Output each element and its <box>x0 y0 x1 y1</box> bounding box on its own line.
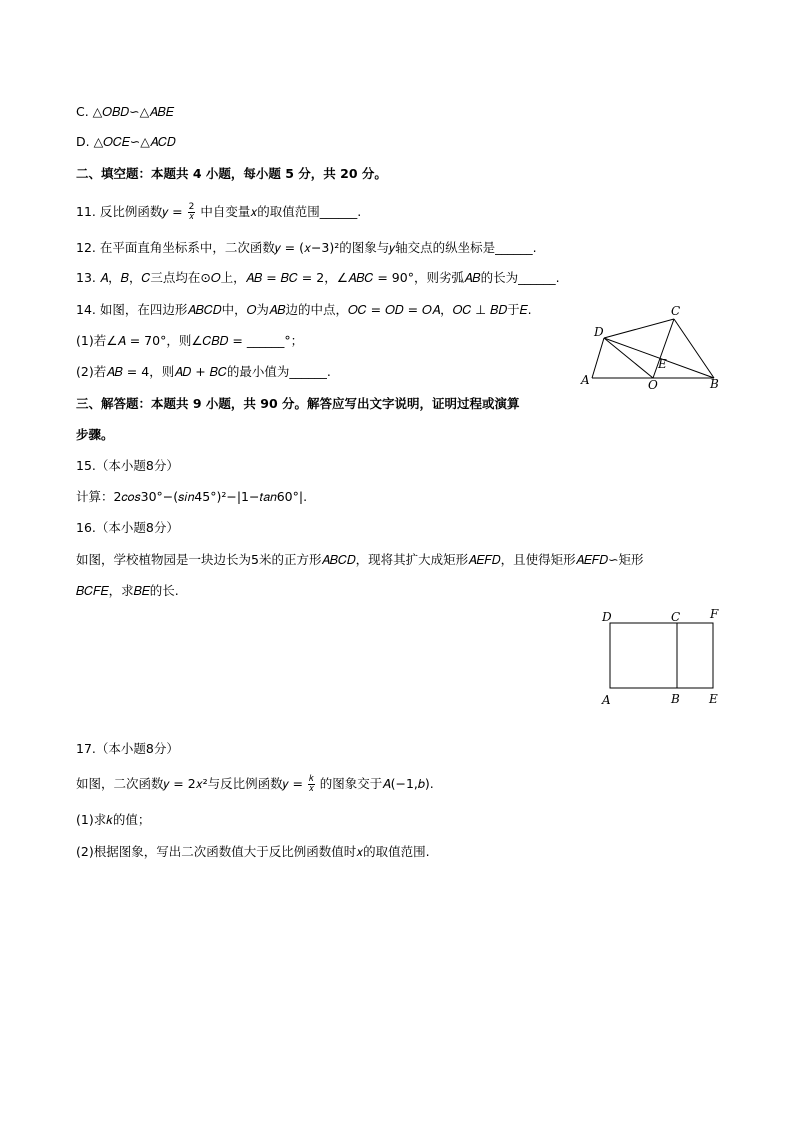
q14-label-c: C <box>671 304 681 318</box>
question-14: 14. 如图，在四边形𝐴𝐵𝐶𝐷中，𝑂为𝐴𝐵边的中点，𝑂𝐶 = 𝑂𝐷 = 𝑂𝐴，𝑂𝐶 ⊥ 𝐵𝐷于𝐸. <box>76 302 532 317</box>
q17-fraction <box>308 775 315 794</box>
q16-label-d: D <box>602 610 612 624</box>
q16-label-b: B <box>671 692 680 706</box>
question-17-header: 17.（本小题8分） <box>76 741 179 756</box>
q14-label-b: B <box>710 377 719 391</box>
question-12: 12. 在平面直角坐标系中，二次函数𝑦 = (𝑥−3)²的图象与𝑦轴交点的纵坐标是______. <box>76 240 537 255</box>
q16-rectangle-aefd <box>610 623 713 688</box>
q16-label-a: A <box>602 693 611 707</box>
question-15-header: 15.（本小题8分） <box>76 458 179 473</box>
q14-segment-ad <box>592 338 604 378</box>
q16-label-c: C <box>671 610 681 624</box>
q14-segment-cb <box>674 319 714 378</box>
question-16-body-cont: 𝐵𝐶𝐹𝐸，求𝐵𝐸的长. <box>76 583 179 598</box>
question-15-body: 计算：2𝑐𝑜𝑠30°−(𝑠𝑖𝑛45°)²−|1−𝑡𝑎𝑛60°|. <box>76 489 308 504</box>
section-2-heading: 二、填空题：本题共 4 小题，每小题 5 分，共 20 分。 <box>76 166 387 181</box>
q14-label-e: E <box>658 357 667 371</box>
q16-label-f: F <box>710 607 719 621</box>
q17-prefix: 如图，二次函数𝑦 = 2𝑥²与反比例函数𝑦 = <box>76 776 303 791</box>
question-14-part-2: (2)若𝐴𝐵 = 4，则𝐴𝐷 + 𝐵𝐶的最小值为______. <box>76 364 331 379</box>
section-3-heading-cont: 步骤。 <box>76 427 114 442</box>
q17-suffix: 的图象交于𝐴(−1,𝑏). <box>319 776 434 791</box>
q17-numerator: 𝑘 <box>308 774 314 784</box>
q17-denominator: 𝑥 <box>308 784 314 794</box>
question-16-header: 16.（本小题8分） <box>76 520 179 535</box>
q14-segment-dc <box>604 319 674 338</box>
question-17-part-2: (2)根据图象，写出二次函数值大于反比例函数值时𝑥的取值范围. <box>76 844 430 859</box>
q11-numerator: 2 <box>188 202 195 212</box>
question-14-part-1: (1)若∠𝐴 = 70°，则∠𝐶𝐵𝐷 = ______°； <box>76 333 304 348</box>
q14-label-o: O <box>648 378 658 392</box>
option-d: D. △𝑂𝐶𝐸∽△𝐴𝐶𝐷 <box>76 134 176 149</box>
q11-fraction <box>188 203 196 222</box>
q14-label-a: A <box>581 373 590 387</box>
q16-label-e: E <box>709 692 718 706</box>
q16-rectangle-figure <box>596 604 726 710</box>
q14-segment-do <box>604 338 653 378</box>
q11-prefix: 11. 反比例函数𝑦 = <box>76 204 183 219</box>
option-c: C. △𝑂𝐵𝐷∽△𝐴𝐵𝐸 <box>76 104 174 119</box>
section-3-heading: 三、解答题：本题共 9 小题，共 90 分。解答应写出文字说明，证明过程或演算 <box>76 396 520 411</box>
question-17-part-1: (1)求𝑘的值； <box>76 812 151 827</box>
q11-denominator: 𝑥 <box>188 212 194 222</box>
question-17-body <box>76 775 434 794</box>
question-11 <box>76 203 361 222</box>
q14-label-d: D <box>594 325 604 339</box>
question-13: 13. 𝐴，𝐵，𝐶三点均在⊙𝑂上，𝐴𝐵 = 𝐵𝐶 = 2，∠𝐴𝐵𝐶 = 90°，则劣弧𝐴𝐵的长为______. <box>76 270 560 285</box>
q14-quadrilateral-figure <box>578 300 728 392</box>
q11-suffix: 中自变量𝑥的取值范围______. <box>200 204 362 219</box>
question-16-body: 如图，学校植物园是一块边长为5米的正方形𝐴𝐵𝐶𝐷，现将其扩大成矩形𝐴𝐸𝐹𝐷，且使得矩形𝐴𝐸𝐹𝐷∽矩形 <box>76 552 644 567</box>
